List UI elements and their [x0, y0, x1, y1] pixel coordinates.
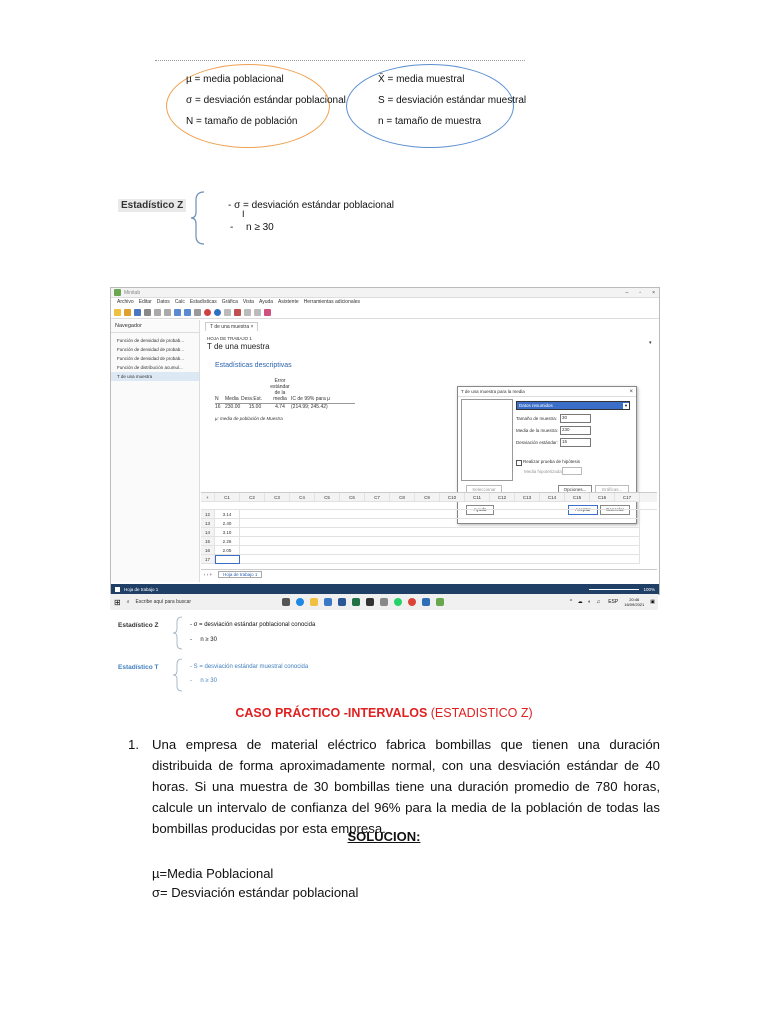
- empty-cells[interactable]: [240, 528, 640, 537]
- search-icon: ⌕: [126, 599, 130, 605]
- graphs-button[interactable]: Gráficas...: [595, 485, 629, 495]
- cell-c1[interactable]: 2.05: [215, 546, 240, 555]
- cell-c1[interactable]: 3.10: [215, 528, 240, 537]
- t-small-item-s: - S = desviación estándar muestral conocida: [190, 664, 309, 670]
- field-sample-size-label: Tamaño de muestra:: [516, 416, 558, 421]
- zoom-slider[interactable]: [589, 589, 639, 590]
- stats-table: [215, 378, 355, 421]
- stats-val-ic: (214.99; 245.42): [291, 404, 328, 410]
- output-title: T de una muestra: [207, 342, 270, 351]
- menu-archivo[interactable]: Archivo: [117, 299, 134, 305]
- tab-t-una-muestra[interactable]: [205, 322, 258, 331]
- column-header[interactable]: C10: [440, 493, 465, 502]
- minitab-window: [110, 287, 660, 595]
- z-item-sigma: - σ = desviación estándar poblacional: [228, 200, 394, 211]
- stats-val-n: 16: [215, 404, 221, 410]
- empty-cells[interactable]: [240, 546, 640, 555]
- field-std-dev-label: Desviación estándar:: [516, 440, 559, 445]
- cut-icon[interactable]: [154, 309, 161, 316]
- column-header[interactable]: C3: [265, 493, 290, 502]
- chevron-down-icon: ▾: [624, 402, 628, 408]
- def-desviacion-muestral: S = desviación estándar muestral: [378, 95, 527, 106]
- windows-start-icon[interactable]: ⊞: [114, 597, 121, 607]
- copy-icon[interactable]: [164, 309, 171, 316]
- def-media-muestral: X̄ = media muestral: [378, 74, 465, 85]
- column-header[interactable]: C13: [515, 493, 540, 502]
- column-header[interactable]: C16: [590, 493, 615, 502]
- toolbar: [111, 306, 659, 319]
- undo-icon[interactable]: [174, 309, 181, 316]
- minitab-titlebar: [111, 288, 659, 298]
- brace-icon: [172, 616, 184, 650]
- help-icon[interactable]: [214, 309, 221, 316]
- cell-c1[interactable]: 3.14: [215, 510, 240, 519]
- table-row: [201, 555, 657, 564]
- hypothesis-checkbox[interactable]: [516, 460, 522, 466]
- sheet-nav-icon[interactable]: ‹ › +: [204, 572, 213, 577]
- menu-datos[interactable]: Datos: [156, 299, 170, 305]
- problem-number: 1.: [128, 737, 139, 752]
- row-number: 17: [201, 555, 215, 564]
- solution-label: SOLUCION:: [347, 829, 421, 844]
- notification-icon[interactable]: ▣: [650, 599, 655, 605]
- word-icon[interactable]: [338, 598, 346, 606]
- column-header[interactable]: C6: [340, 493, 365, 502]
- estadistico-z-label: Estadístico Z: [118, 199, 186, 212]
- worksheet-grid: [201, 492, 657, 583]
- column-header[interactable]: C7: [365, 493, 390, 502]
- chart-icon[interactable]: [234, 309, 241, 316]
- z-item-n: n ≥ 30: [246, 222, 274, 233]
- z-item-dash: -: [230, 222, 234, 233]
- chrome-icon[interactable]: [408, 598, 416, 606]
- mail-icon[interactable]: [366, 598, 374, 606]
- z-small-item-sigma: - σ = desviación estándar poblacional conocida: [190, 622, 316, 628]
- clock-time: 20:46: [629, 597, 640, 602]
- row-number: 15: [201, 537, 215, 546]
- open-icon[interactable]: [124, 309, 131, 316]
- menu-editar[interactable]: Editar: [138, 299, 152, 305]
- stats-col-media: Media: [225, 396, 239, 402]
- hypothesis-checkbox-label: Realizar prueba de hipótesis: [523, 459, 581, 464]
- dialog-close-icon[interactable]: ×: [629, 388, 633, 395]
- edge-icon[interactable]: [296, 598, 304, 606]
- new-icon[interactable]: [114, 309, 121, 316]
- stats-col-n: N: [215, 396, 219, 402]
- table-row: [201, 546, 657, 555]
- row-number: 13: [201, 519, 215, 528]
- navigator-item[interactable]: Función de densidad de probab...: [117, 356, 185, 361]
- grid-corner: +: [201, 493, 215, 502]
- language-indicator[interactable]: ESP: [608, 599, 619, 605]
- case-title-main: CASO PRÁCTICO -INTERVALOS: [235, 706, 428, 720]
- status-bar: [111, 584, 659, 594]
- navigator-item[interactable]: Función de densidad de probab...: [117, 338, 185, 343]
- clock[interactable]: [624, 597, 644, 607]
- explorer-icon[interactable]: [310, 598, 318, 606]
- cell-c1-active[interactable]: [215, 555, 240, 564]
- navigator-title: Navegador: [111, 320, 199, 333]
- status-icon: [115, 587, 120, 592]
- menu-ayuda[interactable]: Ayuda: [258, 299, 274, 305]
- excel-icon[interactable]: [352, 598, 360, 606]
- sheet-tab[interactable]: Hoja de trabajo 1: [218, 571, 262, 578]
- field-sample-mean-input[interactable]: 230: [560, 426, 591, 435]
- app-icon[interactable]: [380, 598, 388, 606]
- def-desviacion-poblacional: σ = desviación estándar poblacional: [186, 95, 346, 106]
- column-header[interactable]: C14: [540, 493, 565, 502]
- tab-close-icon[interactable]: ×: [249, 324, 254, 330]
- stats-val-desv: 15.00: [248, 404, 262, 410]
- row-number: 16: [201, 546, 215, 555]
- def-tamano-poblacion: N = tamaño de población: [186, 116, 298, 127]
- stats-note: μ: media de población de Muestra: [215, 416, 283, 421]
- navigator-item[interactable]: Función de distribución acumul...: [117, 365, 183, 370]
- menu-vista[interactable]: Vista: [242, 299, 254, 305]
- cell-c1[interactable]: 2.26: [215, 537, 240, 546]
- output-pane: [201, 320, 657, 512]
- problem-text: Una empresa de material eléctrico fabrica bombillas que tienen una duración distribuida de forma aproximadamente normal, con una desviación estándar de 40 horas. Si una muestra de 30 bombillas tiene una duración promedio de 780 horas, calcule un intervalo de confianza del 96% para la media de la población de todas las bombillas producidas por esta empresa.: [152, 737, 660, 836]
- row-number: 12: [201, 510, 215, 519]
- menu-asistente[interactable]: Asistente: [278, 299, 299, 305]
- table-row: [201, 510, 657, 519]
- column-header[interactable]: C11: [465, 493, 490, 502]
- field-std-dev-input[interactable]: 15: [560, 438, 591, 447]
- minimize-icon[interactable]: –: [625, 289, 629, 296]
- column-headers: [215, 493, 640, 502]
- save-icon[interactable]: [134, 309, 141, 316]
- column-header[interactable]: C4: [290, 493, 315, 502]
- estadistico-z-small: Estadístico Z: [118, 622, 159, 629]
- menu-estadisticas[interactable]: Estadísticas: [189, 299, 217, 305]
- options-button[interactable]: Opciones...: [558, 485, 592, 495]
- stats-col-desv: Desv.Est.: [241, 396, 263, 402]
- empty-cells[interactable]: [240, 519, 640, 528]
- column-header[interactable]: C9: [415, 493, 440, 502]
- menu-calc[interactable]: Calc: [174, 299, 185, 305]
- table-row: [201, 519, 657, 528]
- redo-icon[interactable]: [184, 309, 191, 316]
- column-header[interactable]: C2: [240, 493, 265, 502]
- z-small-item-n: - n ≥ 30: [190, 637, 217, 643]
- tray-icons[interactable]: ^ ☁ ◐ ♫: [569, 599, 603, 605]
- def-tamano-muestra: n = tamaño de muestra: [378, 116, 482, 127]
- empty-cells[interactable]: [240, 537, 640, 546]
- store-icon[interactable]: [324, 598, 332, 606]
- print-icon[interactable]: [144, 309, 151, 316]
- cancel-button[interactable]: Cancelar: [600, 505, 630, 515]
- minitab-logo-icon: [114, 289, 121, 296]
- tab-label: T de una muestra: [210, 324, 250, 330]
- dialog-title: T de una muestra para la media: [461, 389, 525, 394]
- solution-line-sigma: σ= Desviación estándar poblacional: [152, 885, 359, 900]
- sheet-label: HOJA DE TRABAJO 1: [207, 336, 252, 341]
- windows-taskbar: [110, 594, 658, 610]
- column-header[interactable]: C15: [565, 493, 590, 502]
- brace-icon: [190, 190, 206, 246]
- field-sample-size-input[interactable]: 30: [560, 414, 591, 423]
- text-cursor-icon: I: [242, 209, 245, 219]
- summary-dropdown[interactable]: [516, 401, 630, 410]
- solution-line-mu: µ=Media Poblacional: [152, 866, 274, 881]
- taskview-icon[interactable]: [282, 598, 290, 606]
- case-title-sub: (ESTADISTICO Z): [427, 706, 533, 720]
- stats-col-error: Error estándar de la media: [270, 378, 290, 402]
- menu-bar: [111, 298, 659, 306]
- case-title: [0, 706, 768, 720]
- clock-date: 16/09/2021: [624, 602, 645, 607]
- chart3-icon[interactable]: [254, 309, 261, 316]
- table-row: [201, 537, 657, 546]
- column-header[interactable]: C8: [390, 493, 415, 502]
- minitab-taskbar-icon[interactable]: [436, 598, 444, 606]
- hyp-mean-label: Media hipotetizada:: [524, 469, 564, 474]
- help-button[interactable]: Ayuda: [466, 505, 494, 515]
- chart2-icon[interactable]: [244, 309, 251, 316]
- brace-icon: [172, 658, 184, 692]
- zoom-level: 100%: [643, 586, 655, 592]
- photos-icon[interactable]: [422, 598, 430, 606]
- navigator-item-selected[interactable]: T de una muestra: [111, 372, 199, 381]
- column-header[interactable]: C1: [215, 493, 240, 502]
- column-header[interactable]: C12: [490, 493, 515, 502]
- taskbar-search-input[interactable]: Escribe aquí para buscar: [135, 599, 192, 605]
- table-row: [201, 528, 657, 537]
- pane-menu-icon[interactable]: ▾: [649, 340, 652, 346]
- status-sheet: Hoja de trabajo 1: [124, 586, 159, 592]
- dropdown-value: Datos resumidos: [519, 403, 553, 408]
- maximize-icon[interactable]: ▫: [639, 289, 642, 296]
- hyp-mean-input[interactable]: [562, 467, 582, 475]
- window-title: Minitab: [124, 289, 141, 296]
- fx-icon[interactable]: [224, 309, 231, 316]
- empty-cells[interactable]: [240, 510, 640, 519]
- find-icon[interactable]: [194, 309, 201, 316]
- column-header[interactable]: C5: [315, 493, 340, 502]
- def-media-poblacional: µ = media poblacional: [186, 74, 284, 85]
- stats-val-error: 4.74: [275, 404, 285, 410]
- ok-button[interactable]: Aceptar: [568, 505, 598, 515]
- stats-col-ic: IC de 99% para μ: [291, 396, 331, 402]
- row-number: 14: [201, 528, 215, 537]
- cell-c1[interactable]: 2.40: [215, 519, 240, 528]
- menu-grafica[interactable]: Gráfica: [221, 299, 238, 305]
- menu-herramientas[interactable]: Herramientas adicionales: [303, 299, 361, 305]
- stats-heading: Estadísticas descriptivas: [215, 362, 292, 369]
- field-sample-mean-label: Media de la muestra:: [516, 428, 559, 433]
- navigator-panel: [111, 320, 200, 582]
- brush-icon[interactable]: [264, 309, 271, 316]
- close-icon[interactable]: ×: [652, 289, 655, 296]
- t-small-item-n: - n ≥ 30: [190, 678, 217, 684]
- variables-list[interactable]: [461, 399, 513, 481]
- empty-cells[interactable]: [240, 555, 640, 564]
- select-button[interactable]: Seleccionar: [466, 485, 502, 495]
- column-header[interactable]: C17: [615, 493, 640, 502]
- estadistico-t-small: Estadístico T: [118, 664, 159, 671]
- navigator-item[interactable]: Función de densidad de probab...: [117, 347, 185, 352]
- stop-icon[interactable]: [204, 309, 211, 316]
- stats-val-media: 230.00: [225, 404, 241, 410]
- whatsapp-icon[interactable]: [394, 598, 402, 606]
- sheet-tab-bar: [201, 569, 657, 579]
- grid-rows: [201, 510, 657, 564]
- word-ruler: [155, 60, 525, 67]
